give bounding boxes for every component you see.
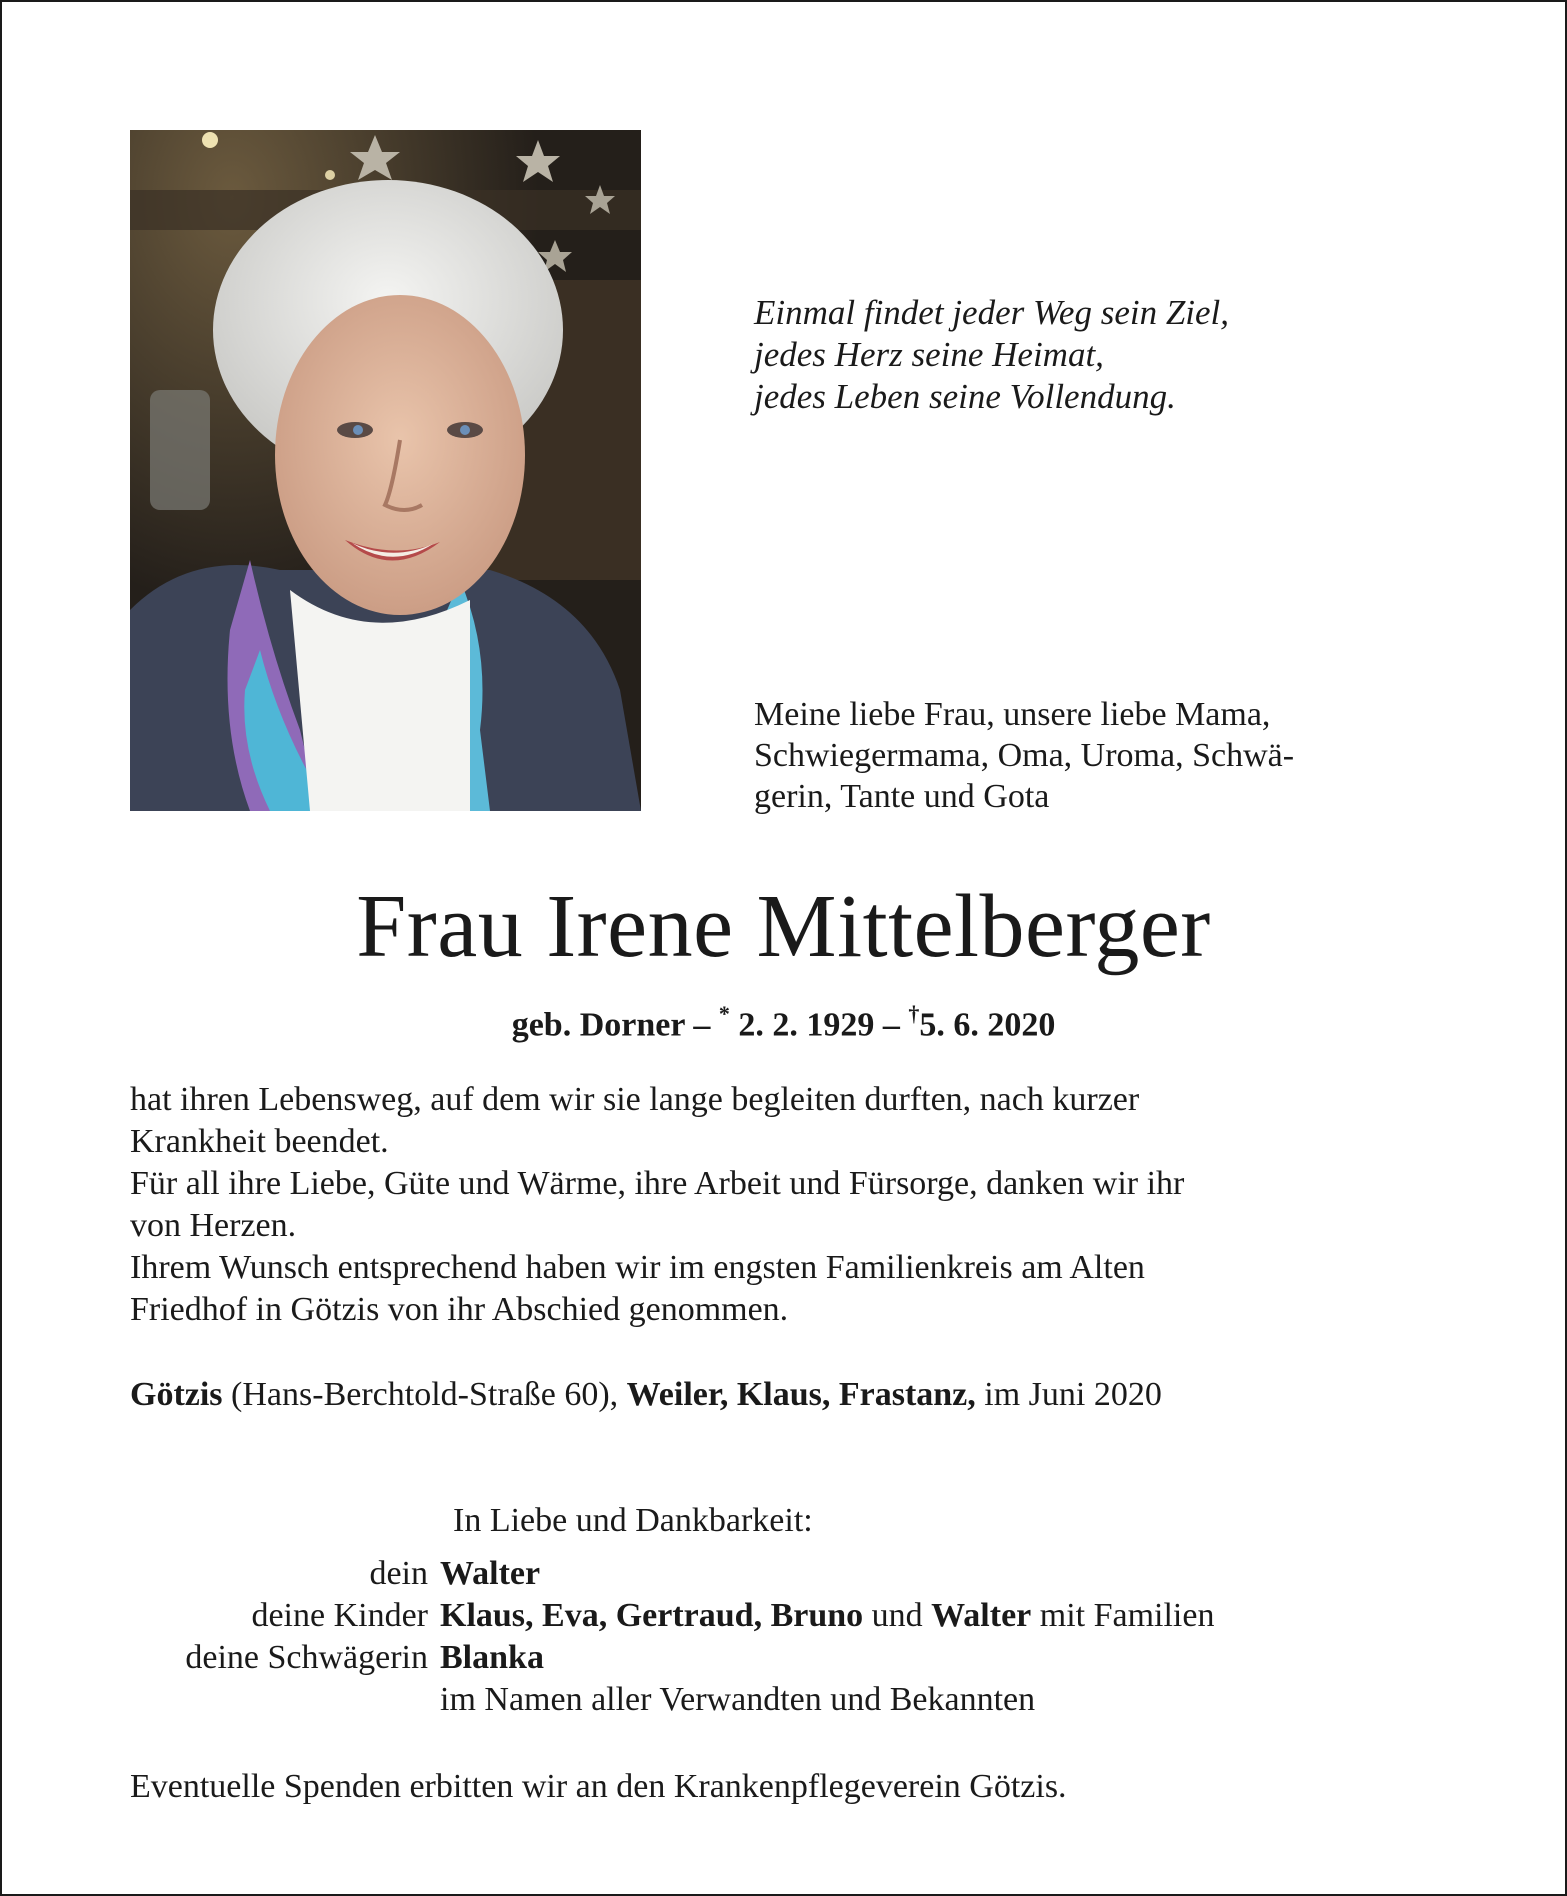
family-rest: mit Familien xyxy=(1039,1597,1215,1634)
place-and-date xyxy=(130,1374,1440,1416)
quote-line: jedes Herz seine Heimat, xyxy=(754,335,1104,374)
body-line: Ihrem Wunsch entsprechend haben wir im engsten Familienkreis am Alten xyxy=(130,1249,1145,1286)
intro-line: gerin, Tante und Gota xyxy=(754,778,1050,815)
intro-line: Meine liebe Frau, unsere liebe Mama, xyxy=(754,696,1271,733)
deceased-name: Frau Irene Mittelberger xyxy=(356,877,1211,976)
address: (Hans-Berchtold-Straße 60), xyxy=(231,1376,619,1413)
body-line: Krankheit beendet. xyxy=(130,1123,389,1160)
family-names: Walter xyxy=(440,1555,541,1592)
body-paragraph xyxy=(130,1079,1440,1331)
relation: dein xyxy=(369,1555,428,1592)
signoff: In Liebe und Dankbarkeit: xyxy=(453,1502,813,1539)
family-names: Blanka xyxy=(440,1639,544,1676)
body-line: Friedhof in Götzis von ihr Abschied genommen. xyxy=(130,1291,789,1328)
birth-date: 2. 2. 1929 xyxy=(738,1006,875,1044)
family-row xyxy=(100,1637,1500,1679)
date-line: im Juni 2020 xyxy=(984,1376,1162,1413)
connector: und xyxy=(871,1597,923,1634)
donation-note: Eventuelle Spenden erbitten wir an den Krankenpflegeverein Götzis. xyxy=(130,1768,1067,1805)
family-names: Klaus, Eva, Gertraud, Bruno xyxy=(440,1597,864,1634)
dash: – xyxy=(882,1006,900,1044)
birth-symbol: * xyxy=(718,1001,730,1026)
family-names: Walter xyxy=(931,1597,1032,1634)
body-line: hat ihren Lebensweg, auf dem wir sie lange begleiten durften, nach kurzer xyxy=(130,1081,1140,1118)
death-symbol: † xyxy=(908,1001,920,1026)
death-date: 5. 6. 2020 xyxy=(919,1006,1056,1044)
relation: deine Kinder xyxy=(251,1597,428,1634)
quote-line: jedes Leben seine Vollendung. xyxy=(754,377,1176,416)
relation xyxy=(100,1679,440,1721)
dash: – xyxy=(693,1006,711,1044)
family-row xyxy=(100,1679,1500,1721)
portrait-photo xyxy=(130,130,641,811)
intro-line: Schwiegermama, Oma, Uroma, Schwä- xyxy=(754,737,1295,774)
intro-text xyxy=(754,694,1444,817)
town: Götzis xyxy=(130,1376,223,1413)
life-dates xyxy=(0,995,1567,1046)
relation: deine Schwägerin xyxy=(185,1639,428,1676)
quote-line: Einmal findet jeder Weg sein Ziel, xyxy=(754,293,1230,332)
family-list xyxy=(100,1553,1500,1721)
other-towns: Weiler, Klaus, Frastanz, xyxy=(626,1376,976,1413)
family-rest: im Namen aller Verwandten und Bekannten xyxy=(440,1681,1036,1718)
body-line: Für all ihre Liebe, Güte und Wärme, ihre Arbeit und Fürsorge, danken wir ihr xyxy=(130,1165,1185,1202)
memorial-quote xyxy=(754,292,1229,418)
birth-name: geb. Dorner xyxy=(511,1006,685,1044)
family-row xyxy=(100,1595,1500,1637)
family-row xyxy=(100,1553,1500,1595)
body-line: von Herzen. xyxy=(130,1207,297,1244)
